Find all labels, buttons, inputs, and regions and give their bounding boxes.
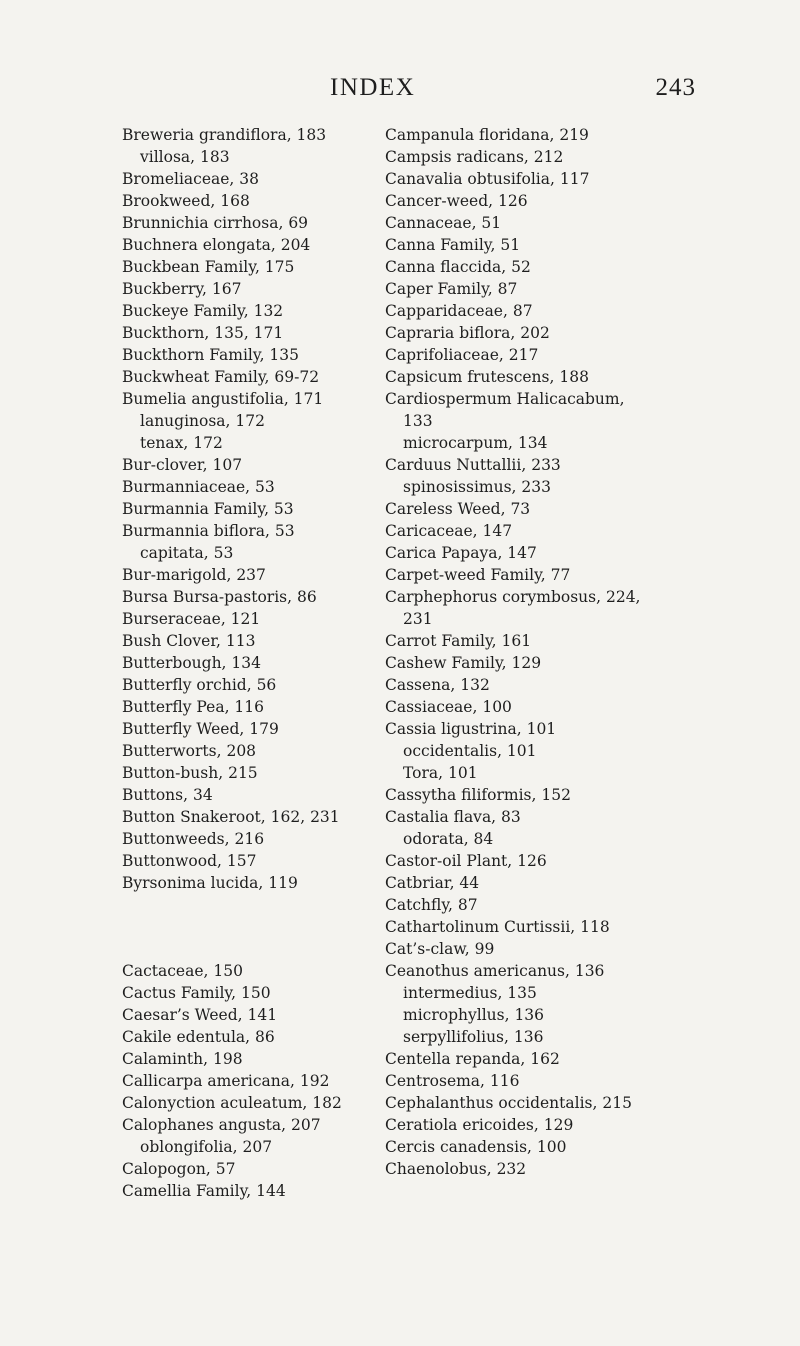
index-subentry: occidentalis, 101 bbox=[403, 742, 537, 760]
index-entry: Careless Weed, 73 bbox=[385, 500, 531, 518]
index-entry: Calophanes angusta, 207 bbox=[122, 1116, 321, 1134]
index-entry: Byrsonima lucida, 119 bbox=[122, 874, 298, 892]
index-entry: Buckthorn Family, 135 bbox=[122, 346, 300, 364]
index-entry: Cathartolinum Curtissii, 118 bbox=[385, 918, 610, 936]
index-entry: Carduus Nuttallii, 233 bbox=[385, 456, 561, 474]
index-subentry: Tora, 101 bbox=[403, 764, 478, 782]
running-head bbox=[0, 74, 800, 104]
index-entry: Capparidaceae, 87 bbox=[385, 302, 533, 320]
index-entry: Cactus Family, 150 bbox=[122, 984, 271, 1002]
index-entry: Bur-clover, 107 bbox=[122, 456, 243, 474]
index-entry: Butterbough, 134 bbox=[122, 654, 261, 672]
index-entry: Cassiaceae, 100 bbox=[385, 698, 512, 716]
index-entry: Butterfly Pea, 116 bbox=[122, 698, 265, 716]
index-entry: Canna flaccida, 52 bbox=[385, 258, 531, 276]
page-title: INDEX bbox=[330, 74, 416, 101]
page-number: 243 bbox=[655, 74, 696, 101]
index-entry: Bush Clover, 113 bbox=[122, 632, 256, 650]
index-subentry: tenax, 172 bbox=[140, 434, 223, 452]
index-entry: Caricaceae, 147 bbox=[385, 522, 513, 540]
index-entry: Cannaceae, 51 bbox=[385, 214, 502, 232]
index-entry: Brunnichia cirrhosa, 69 bbox=[122, 214, 309, 232]
index-entry: Cancer-weed, 126 bbox=[385, 192, 528, 210]
index-entry: Cassytha filiformis, 152 bbox=[385, 786, 571, 804]
index-entry: Carpet-weed Family, 77 bbox=[385, 566, 571, 584]
index-entry: Buttonwood, 157 bbox=[122, 852, 257, 870]
index-entry: Buttons, 34 bbox=[122, 786, 213, 804]
index-entry: Callicarpa americana, 192 bbox=[122, 1072, 330, 1090]
index-entry: Butterfly Weed, 179 bbox=[122, 720, 279, 738]
index-entry: Castor-oil Plant, 126 bbox=[385, 852, 547, 870]
index-entry: Campanula floridana, 219 bbox=[385, 126, 589, 144]
index-entry: Canna Family, 51 bbox=[385, 236, 521, 254]
index-entry: Calonyction aculeatum, 182 bbox=[122, 1094, 342, 1112]
index-entry: Burmannia Family, 53 bbox=[122, 500, 294, 518]
index-entry: Burmanniaceae, 53 bbox=[122, 478, 275, 496]
index-entry: Caprifoliaceae, 217 bbox=[385, 346, 539, 364]
index-entry: Cercis canadensis, 100 bbox=[385, 1138, 567, 1156]
index-entry: Buchnera elongata, 204 bbox=[122, 236, 311, 254]
index-entry: Ceratiola ericoides, 129 bbox=[385, 1116, 574, 1134]
index-entry: Buckberry, 167 bbox=[122, 280, 242, 298]
index-entry: Buttonweeds, 216 bbox=[122, 830, 265, 848]
index-entry: Bur-marigold, 237 bbox=[122, 566, 266, 584]
index-entry-continuation: 231 bbox=[403, 610, 433, 628]
index-entry: Burseraceae, 121 bbox=[122, 610, 261, 628]
index-entry: Canavalia obtusifolia, 117 bbox=[385, 170, 590, 188]
index-entry: Button-bush, 215 bbox=[122, 764, 258, 782]
index-entry: Cardiospermum Halicacabum, bbox=[385, 390, 625, 408]
index-entry: Cassia ligustrina, 101 bbox=[385, 720, 557, 738]
index-entry: Calaminth, 198 bbox=[122, 1050, 243, 1068]
index-entry: Bromeliaceae, 38 bbox=[122, 170, 260, 188]
index-column-left bbox=[122, 124, 357, 1202]
index-subentry: odorata, 84 bbox=[403, 830, 494, 848]
index-entry: Catchfly, 87 bbox=[385, 896, 478, 914]
index-entry: Capraria biflora, 202 bbox=[385, 324, 550, 342]
index-entry: Cactaceae, 150 bbox=[122, 962, 243, 980]
index-entry: Caper Family, 87 bbox=[385, 280, 518, 298]
index-entry: Cat’s-claw, 99 bbox=[385, 940, 495, 958]
index-entry-continuation: 133 bbox=[403, 412, 433, 430]
index-entry: Cakile edentula, 86 bbox=[122, 1028, 275, 1046]
index-entry: Buckeye Family, 132 bbox=[122, 302, 284, 320]
index-entry: Ceanothus americanus, 136 bbox=[385, 962, 605, 980]
index-subentry: capitata, 53 bbox=[140, 544, 234, 562]
index-subentry: intermedius, 135 bbox=[403, 984, 537, 1002]
index-entry: Button Snakeroot, 162, 231 bbox=[122, 808, 340, 826]
index-entry: Caesar’s Weed, 141 bbox=[122, 1006, 278, 1024]
index-subentry: villosa, 183 bbox=[140, 148, 230, 166]
index-entry: Cassena, 132 bbox=[385, 676, 490, 694]
index-entry: Carphephorus corymbosus, 224, bbox=[385, 588, 641, 606]
index-entry: Catbriar, 44 bbox=[385, 874, 480, 892]
index-subentry: microcarpum, 134 bbox=[403, 434, 548, 452]
index-entry: Breweria grandiflora, 183 bbox=[122, 126, 327, 144]
index-subentry: serpyllifolius, 136 bbox=[403, 1028, 544, 1046]
index-entry: Chaenolobus, 232 bbox=[385, 1160, 527, 1178]
index-entry: Butterworts, 208 bbox=[122, 742, 257, 760]
index-entry: Bumelia angustifolia, 171 bbox=[122, 390, 324, 408]
index-entry: Carica Papaya, 147 bbox=[385, 544, 537, 562]
index-entry: Castalia flava, 83 bbox=[385, 808, 521, 826]
index-entry: Campsis radicans, 212 bbox=[385, 148, 564, 166]
index-entry: Buckbean Family, 175 bbox=[122, 258, 295, 276]
index-entry: Carrot Family, 161 bbox=[385, 632, 532, 650]
index-entry: Capsicum frutescens, 188 bbox=[385, 368, 589, 386]
index-entry: Centella repanda, 162 bbox=[385, 1050, 560, 1068]
index-entry: Bursa Bursa-pastoris, 86 bbox=[122, 588, 317, 606]
index-entry: Brookweed, 168 bbox=[122, 192, 250, 210]
index-column-right bbox=[385, 124, 705, 1180]
index-entry: Burmannia biflora, 53 bbox=[122, 522, 295, 540]
index-entry: Buckwheat Family, 69-72 bbox=[122, 368, 320, 386]
index-subentry: microphyllus, 136 bbox=[403, 1006, 545, 1024]
index-subentry: lanuginosa, 172 bbox=[140, 412, 265, 430]
index-entry: Calopogon, 57 bbox=[122, 1160, 236, 1178]
index-entry: Cephalanthus occidentalis, 215 bbox=[385, 1094, 632, 1112]
index-entry: Butterfly orchid, 56 bbox=[122, 676, 277, 694]
index-subentry: oblongifolia, 207 bbox=[140, 1138, 273, 1156]
index-entry: Buckthorn, 135, 171 bbox=[122, 324, 284, 342]
index-entry: Camellia Family, 144 bbox=[122, 1182, 286, 1200]
index-entry: Centrosema, 116 bbox=[385, 1072, 520, 1090]
index-subentry: spinosissimus, 233 bbox=[403, 478, 551, 496]
index-entry: Cashew Family, 129 bbox=[385, 654, 542, 672]
